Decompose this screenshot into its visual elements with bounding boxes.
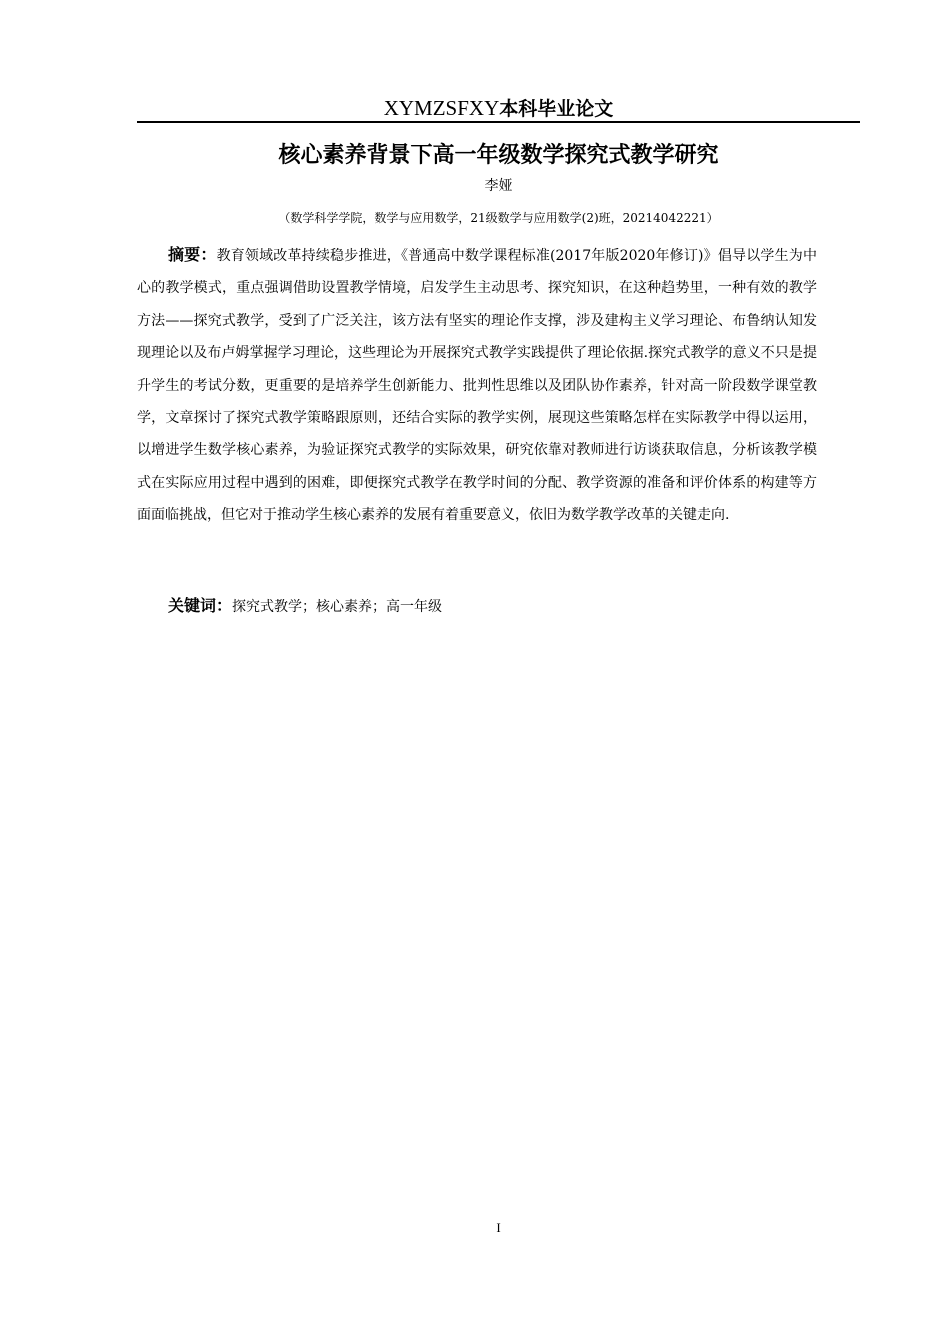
keywords-label: 关键词： xyxy=(168,596,233,615)
abstract-text: 教育领域改革持续稳步推进，《普通高中数学课程标准(2017年版2020年修订)》倡导以学生为中心的教学模式，重点强调借助设置教学情境，启发学生主动思考、探究知识，在这种趋势里，一种有效的教学方法——探究式教学，受到了广泛关注，该方法有坚实的理论作支撑，涉及建构主义学习理论、布鲁纳认知发现理论以及布卢姆掌握学习理论，这些理论为开展探究式教学实践提供了理论依据.探究式教学的意义不只是提升学生的考试分数，更重要的是培养学生创新能力、批判性思维以及团队协作素养，针对高一阶段数学课堂教学，文章探讨了探究式教学策略跟原则，还结合实际的教学实例，展现这些策略怎样在实际教学中得以运用，以增进学生数学核心素养，为验证探究式教学的实际效果，研究依靠对教师进行访谈获取信息，分析该教学模式在实际应用过程中遇到的困难，即便探究式教学在教学时间的分配、教学资源的准备和评价体系的构建等方面面临挑战，但它对于推动学生核心素养的发展有着重要意义，依旧为数学教学改革的关键走向. xyxy=(137,248,817,524)
running-header xyxy=(137,94,860,122)
author-name: 李娅 xyxy=(484,178,513,194)
page-number: I xyxy=(496,1220,501,1235)
author-affiliation: （数学科学学院，数学与应用数学，21级数学与应用数学(2)班，20214042221） xyxy=(278,211,719,225)
paper-title: 核心素养背景下高一年级数学探究式教学研究 xyxy=(278,143,719,168)
header-chinese: 本科毕业论文 xyxy=(499,98,614,120)
abstract-paragraph xyxy=(137,239,817,532)
keywords-text: 探究式教学；核心素养；高一年级 xyxy=(232,599,443,615)
header-rule xyxy=(137,121,860,123)
header-latin: XYMZSFXY xyxy=(383,96,500,120)
abstract-label: 摘要： xyxy=(168,245,217,264)
keywords-paragraph xyxy=(137,592,817,621)
